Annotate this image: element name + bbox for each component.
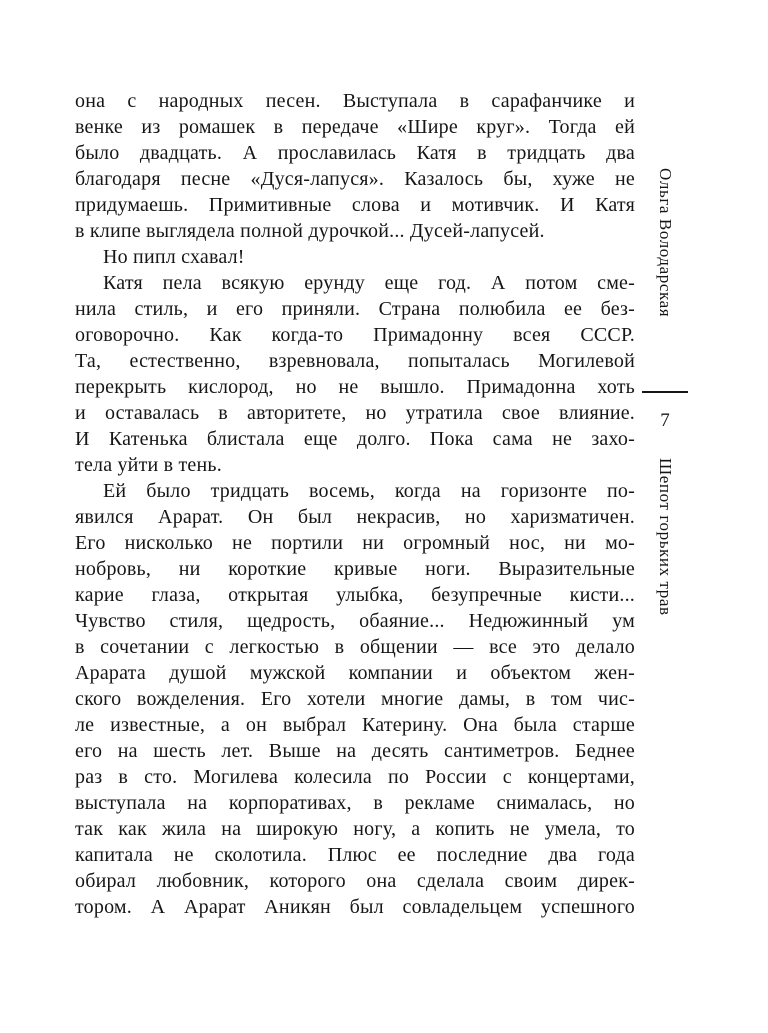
text-line: придумаешь. Примитивные слова и мотивчик. И Катя [75, 194, 635, 216]
author-vertical-label: Ольга Володарская [656, 168, 675, 318]
text-line: Арарата душой мужской компании и объектом жен- [75, 662, 635, 684]
text-line: тором. А Арарат Аникян был совладельцем успешного [75, 896, 635, 918]
text-line: она с народных песен. Выступала в сарафанчике и [75, 90, 635, 112]
text-line: в сочетании с легкостью в общении — все это делало [75, 636, 635, 658]
text-line: Чувство стиля, щедрость, обаяние... Недюжинный ум [75, 610, 635, 632]
text-line: тела уйти в тень. [75, 454, 222, 476]
text-line: выступала на корпоративах, в рекламе снималась, но [75, 792, 635, 814]
text-line: оговорочно. Как когда-то Примадонну всея СССР. [75, 324, 635, 346]
text-line: Его нисколько не портили ни огромный нос, ни мо- [75, 532, 635, 554]
text-line: обирал любовник, которого она сделала своим дирек- [75, 870, 635, 892]
text-line: было двадцать. А прославилась Катя в тридцать два [75, 142, 635, 164]
paragraph [75, 478, 635, 920]
paragraph [75, 88, 635, 244]
text-line: и оставалась в авторитете, но утратила свое влияние. [75, 402, 635, 424]
text-line: Та, естественно, взревновала, попыталась Могилевой [75, 350, 635, 372]
text-line: Ей было тридцать восемь, когда на горизонте по- [103, 480, 635, 502]
divider-rule [642, 391, 688, 393]
text-line: благодаря песне «Дуся-лапуся». Казалось бы, хуже не [75, 168, 635, 190]
text-line: в клипе выглядела полной дурочкой... Дусей-лапусей. [75, 220, 545, 242]
text-line: Катя пела всякую ерунду еще год. А потом сме- [103, 272, 635, 294]
text-line: ле известные, а он выбрал Катерину. Она была старше [75, 714, 635, 736]
text-line: нила стиль, и его приняли. Страна полюбила ее без- [75, 298, 635, 320]
text-line: венке из ромашек в передаче «Шире круг». Тогда ей [75, 116, 635, 138]
text-line: ского вожделения. Его хотели многие дамы, в том чис- [75, 688, 635, 710]
text-line: его на шесть лет. Выше на десять сантиметров. Беднее [75, 740, 635, 762]
sidebar [636, 0, 694, 1033]
text-line: карие глаза, открытая улыбка, безупречные кисти... [75, 584, 635, 606]
paragraph [75, 270, 635, 478]
text-block [75, 88, 635, 920]
text-line: И Катенька блистала еще долго. Пока сама не захо- [75, 428, 635, 450]
page-number: 7 [660, 410, 670, 431]
text-line: Но пипл схавал! [103, 246, 245, 268]
book-title-vertical-label: Шепот горьких трав [656, 458, 675, 616]
text-line: капитала не сколотила. Плюс ее последние два года [75, 844, 635, 866]
text-line: явился Арарат. Он был некрасив, но харизматичен. [75, 506, 635, 528]
text-line: нобровь, ни короткие кривые ноги. Выразительные [75, 558, 635, 580]
text-line: перекрыть кислород, но не вышло. Примадонна хоть [75, 376, 635, 398]
paragraph [75, 244, 635, 270]
text-line: так как жила на широкую ногу, а копить не умела, то [75, 818, 635, 840]
text-line: раз в сто. Могилева колесила по России с концертами, [75, 766, 635, 788]
